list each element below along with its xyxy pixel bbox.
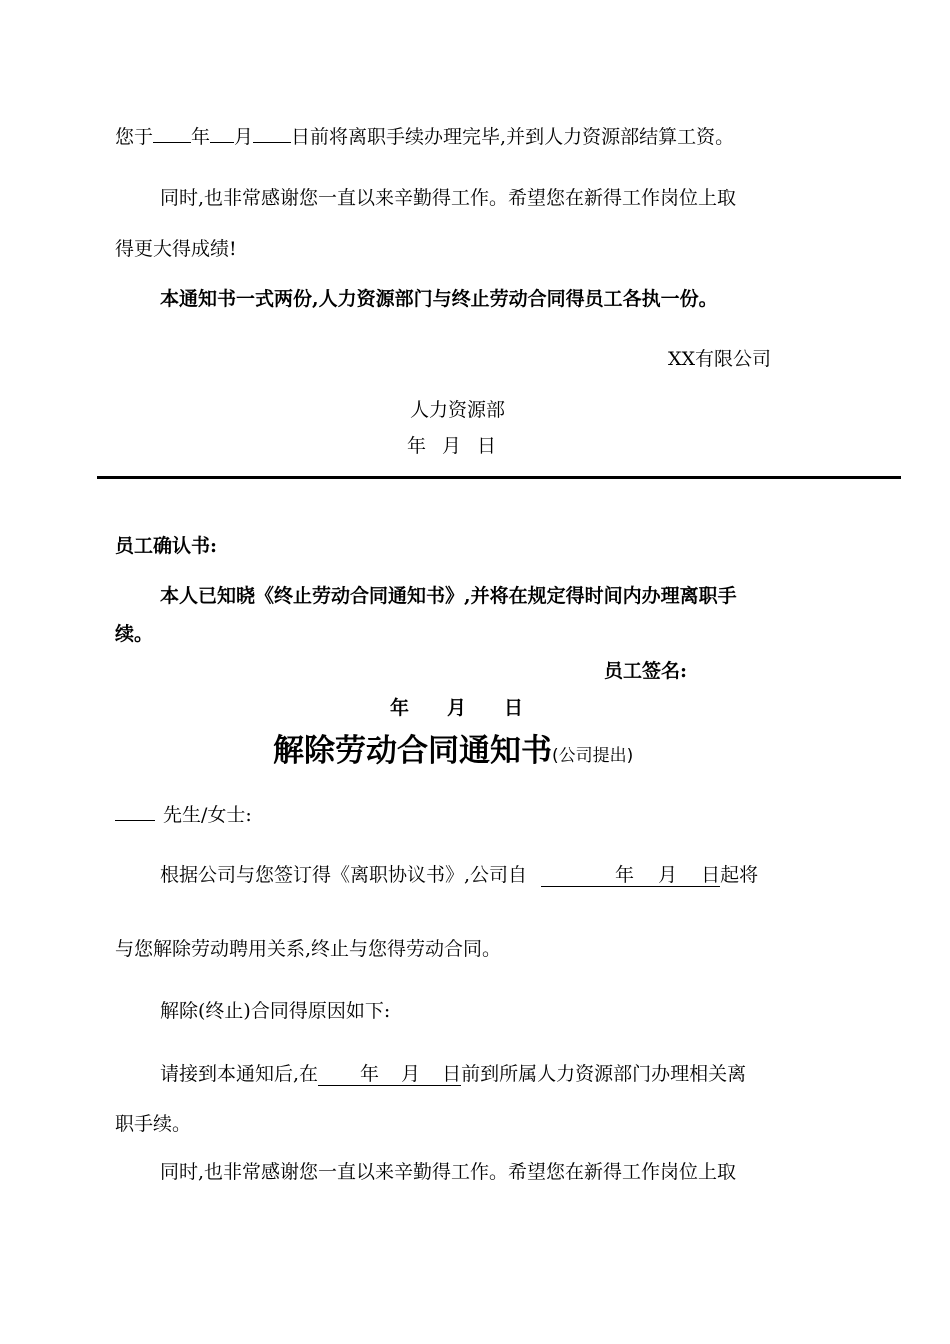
notice-para2-line1 <box>160 1062 746 1086</box>
day-label: 日 <box>504 697 524 719</box>
notice-title: 解除劳动合同通知书 <box>273 733 552 769</box>
section-divider <box>97 476 901 479</box>
notice-para1-line1 <box>160 863 758 887</box>
salutation-line <box>115 802 252 827</box>
year-blank <box>153 124 191 143</box>
confirmation-text-2: 续。 <box>115 623 154 645</box>
employee-signature-label: 员工签名: <box>604 660 688 682</box>
notice-subtitle: (公司提出) <box>552 746 634 766</box>
month-label: 月 <box>234 126 254 148</box>
notice-title-row <box>273 725 633 770</box>
month-label: 月 <box>447 697 467 719</box>
day-label: 日 <box>701 864 721 886</box>
company-name: XX有限公司 <box>668 348 772 370</box>
section1-date <box>407 434 496 458</box>
text: 起将 <box>720 864 759 886</box>
year-label: 年 <box>360 1063 380 1085</box>
text: 您于 <box>115 126 154 148</box>
thanks-line-1: 同时,也非常感谢您一直以来辛勤得工作。希望您在新得工作岗位上取 <box>160 187 737 209</box>
month-label: 月 <box>658 864 678 886</box>
text: 前到所属人力资源部门办理相关离 <box>461 1063 747 1085</box>
notice-para2-line2: 职手续。 <box>115 1113 192 1135</box>
month-blank <box>210 124 234 143</box>
text: 请接到本通知后,在 <box>160 1063 319 1085</box>
copies-note: 本通知书一式两份,人力资源部门与终止劳动合同得员工各执一份。 <box>160 288 718 310</box>
year-label: 年 <box>191 126 211 148</box>
month-label: 月 <box>442 435 462 457</box>
confirmation-heading: 员工确认书: <box>115 535 218 557</box>
confirmation-text-1: 本人已知晓《终止劳动合同通知书》,并将在规定得时间内办理离职手 <box>160 585 737 607</box>
confirmation-date <box>390 696 523 720</box>
year-label: 年 <box>615 864 635 886</box>
thanks-line-2: 得更大得成绩! <box>115 238 237 260</box>
notice-thanks-line: 同时,也非常感谢您一直以来辛勤得工作。希望您在新得工作岗位上取 <box>160 1161 737 1183</box>
termination-reason-label: 解除(终止)合同得原因如下: <box>160 1000 391 1022</box>
handover-deadline-line <box>115 124 734 149</box>
text: 日前将离职手续办理完毕,并到人力资源部结算工资。 <box>291 126 735 148</box>
salutation: 先生/女士: <box>163 804 252 826</box>
year-label: 年 <box>390 697 410 719</box>
text: 根据公司与您签订得《离职协议书》,公司自 <box>160 864 528 886</box>
date-fill <box>541 864 720 887</box>
notice-para1-line2: 与您解除劳动聘用关系,终止与您得劳动合同。 <box>115 938 502 960</box>
department-name: 人力资源部 <box>410 399 506 421</box>
name-blank <box>115 802 155 821</box>
year-label: 年 <box>407 435 427 457</box>
month-label: 月 <box>401 1063 421 1085</box>
day-label: 日 <box>477 435 497 457</box>
day-blank <box>253 124 291 143</box>
date-fill <box>318 1063 461 1086</box>
day-label: 日 <box>442 1063 462 1085</box>
